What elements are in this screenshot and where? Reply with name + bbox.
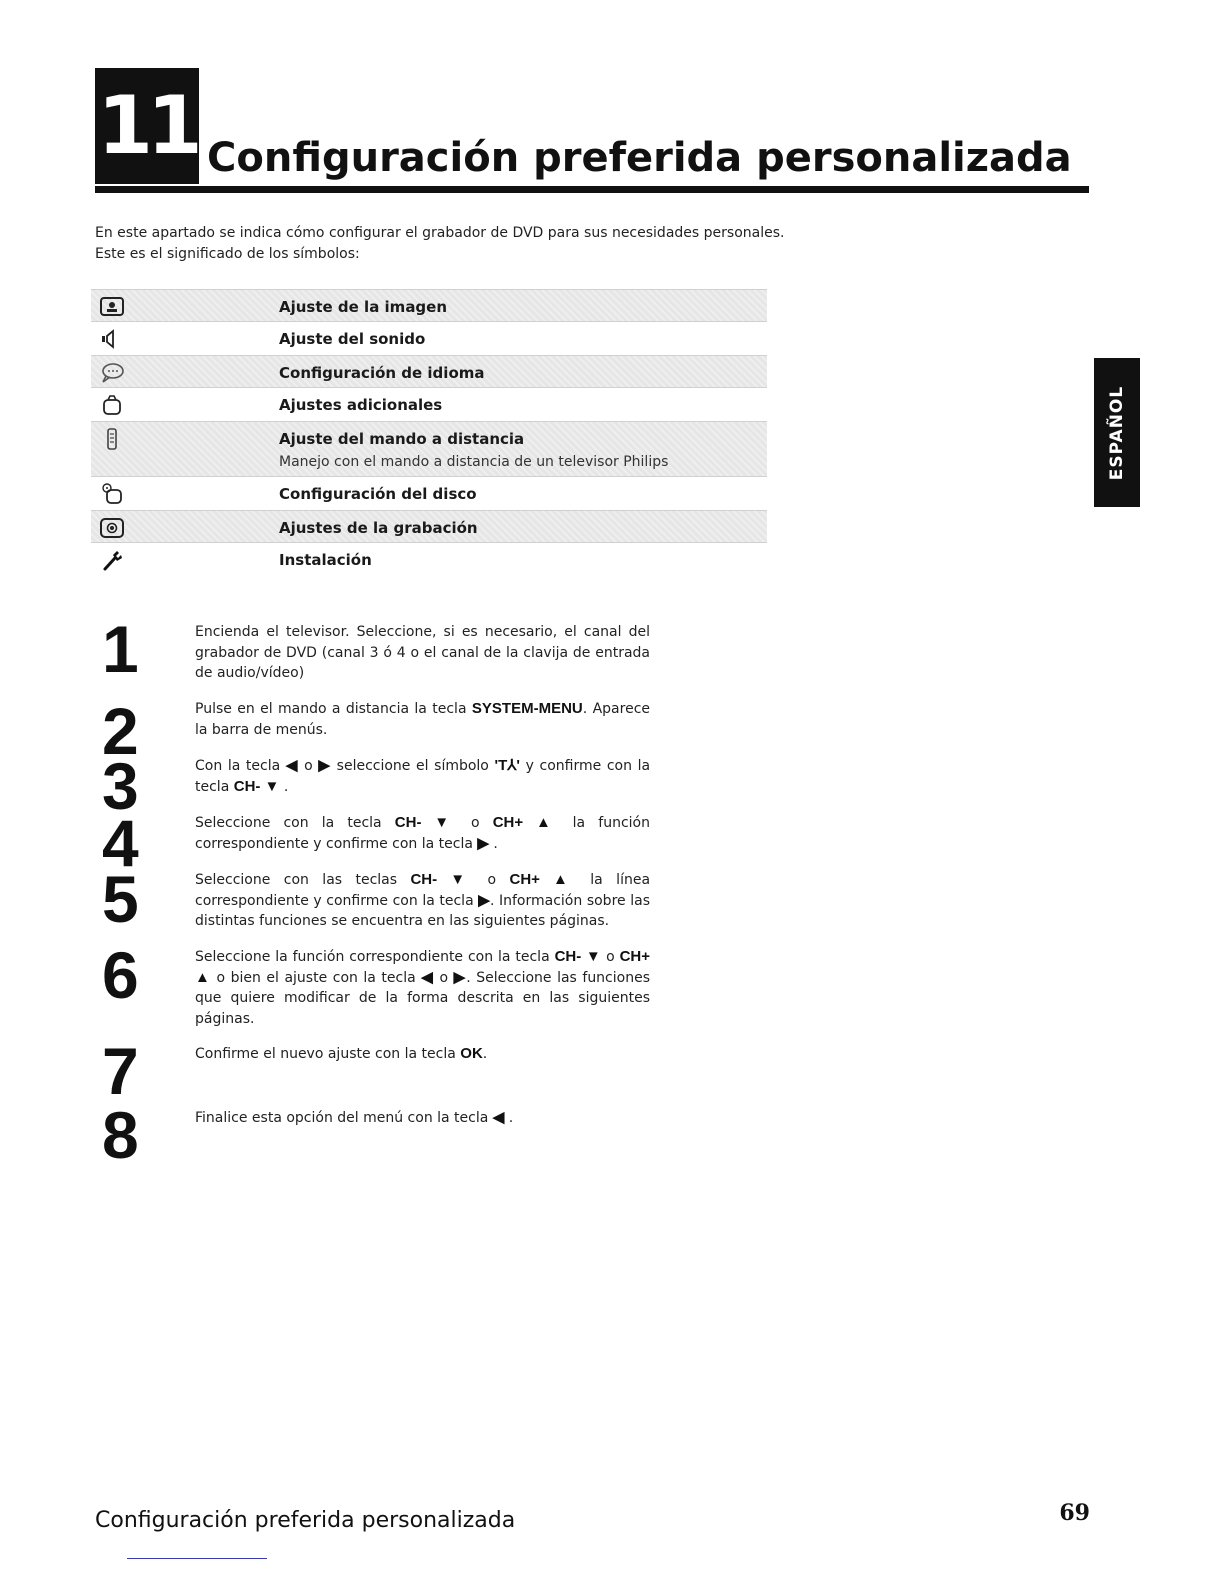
left-arrow-icon: ◀ [285, 757, 299, 774]
step-text: Seleccione con la tecla CH- ▼ o CH+ ▲ la función correspondiente y confirme con la tecla ▶ . [195, 814, 650, 852]
step-text: Seleccione la función correspondiente con la tecla CH- ▼ o CH+ ▲ o bien el ajuste con la tecla ◀ o ▶. Seleccione las funciones que quiere modificar de la forma descrita en las siguientes páginas. [195, 948, 651, 1027]
intro-line: Este es el significado de los símbolos: [95, 246, 360, 262]
left-arrow-icon: ◀ [492, 1109, 505, 1126]
step-text: Encienda el televisor. Seleccione, si es necesario, el canal del grabador de DVD (canal 3 ó 4 o el canal de la clavija de entrada de audio/vídeo) [195, 624, 650, 681]
symbol-row-remote [91, 421, 767, 477]
record-icon [99, 516, 125, 540]
step-text: Con la tecla ◀ o ▶ seleccione el símbolo 'T⅄' y confirme con la tecla CH- ▼ . [195, 757, 651, 795]
speech-bubble-icon [99, 361, 125, 385]
footer-divider [127, 1558, 267, 1559]
footer-title: Configuración preferida personalizada [95, 1508, 516, 1533]
step-number: 4 [102, 806, 139, 880]
key-label: CH- ▼ [394, 814, 458, 831]
left-arrow-icon: ◀ [421, 968, 434, 986]
symbol-row-language [91, 355, 767, 388]
chapter-number-box: 11 [95, 68, 199, 184]
language-tab [1094, 358, 1140, 507]
step-text: Finalice esta opción del menú con la tecla ◀ . [195, 1109, 514, 1126]
symbol-label: Configuración de idioma [279, 364, 485, 382]
right-arrow-icon: ▶ [318, 757, 332, 774]
right-arrow-icon: ▶ [477, 834, 489, 852]
symbol-label: Configuración del disco [279, 485, 477, 503]
symbol-row-extras [91, 388, 767, 421]
key-label: CH- ▼ [554, 948, 602, 965]
picture-icon [99, 295, 125, 319]
step-text: Confirme el nuevo ajuste con la tecla OK. [195, 1045, 488, 1062]
symbol-row-sound [91, 322, 767, 355]
step-number: 8 [102, 1098, 139, 1172]
symbol-row-installation [91, 543, 767, 576]
intro-text [95, 223, 795, 265]
key-label: CH- ▼ [410, 871, 475, 888]
step-number: 5 [102, 862, 139, 936]
step-text: Seleccione con las teclas CH- ▼ o CH+ ▲ la línea correspondiente y confirme con la tecla ▶. Información sobre las distintas funciones se encuentra en las siguientes páginas. [195, 871, 651, 929]
step-text: Pulse en el mando a distancia la tecla SYSTEM-MENU. Aparece la barra de menús. [195, 700, 651, 738]
key-label: CH+ ▲ [492, 814, 560, 831]
symbol-label: Ajustes adicionales [279, 396, 443, 414]
key-label: CH+ ▲ [195, 948, 651, 986]
intro-line: En este apartado se indica cómo configurar el grabador de DVD para sus necesidades personales. [95, 225, 785, 241]
symbol-label: Instalación [279, 551, 372, 569]
page-title: Configuración preferida personalizada [207, 135, 1072, 181]
step-number: 1 [102, 612, 139, 686]
remote-control-icon [99, 427, 125, 451]
key-label: CH- ▼ [233, 777, 280, 795]
tools-symbol: 'T⅄' [494, 757, 520, 774]
speaker-icon [99, 327, 125, 351]
step-number: 6 [102, 938, 139, 1012]
symbol-label: Ajuste del sonido [279, 330, 426, 348]
step-number: 2 [102, 694, 139, 768]
title-rule [95, 186, 1089, 193]
language-tab-label: ESPAÑOL [1107, 385, 1127, 480]
step-number: 7 [102, 1034, 139, 1108]
symbol-row-picture [91, 289, 767, 322]
symbol-label: Ajuste del mando a distancia [279, 430, 525, 448]
page-number: 69 [1059, 1500, 1090, 1526]
symbol-row-disc [91, 477, 767, 510]
symbol-legend [91, 289, 767, 576]
key-label: CH+ ▲ [509, 871, 577, 888]
key-label: SYSTEM-MENU [471, 700, 583, 717]
symbol-row-recording [91, 510, 767, 543]
wrench-icon [99, 548, 125, 572]
symbol-label: Ajuste de la imagen [279, 298, 448, 316]
symbol-label: Ajustes de la grabación [279, 519, 478, 537]
step-number: 3 [102, 749, 139, 823]
disc-icon [99, 482, 125, 506]
symbol-sublabel: Manejo con el mando a distancia de un televisor Philips [279, 454, 669, 470]
key-label: OK [460, 1045, 483, 1062]
extras-icon [99, 393, 125, 417]
right-arrow-icon: ▶ [453, 968, 467, 986]
right-arrow-icon: ▶ [478, 891, 490, 909]
